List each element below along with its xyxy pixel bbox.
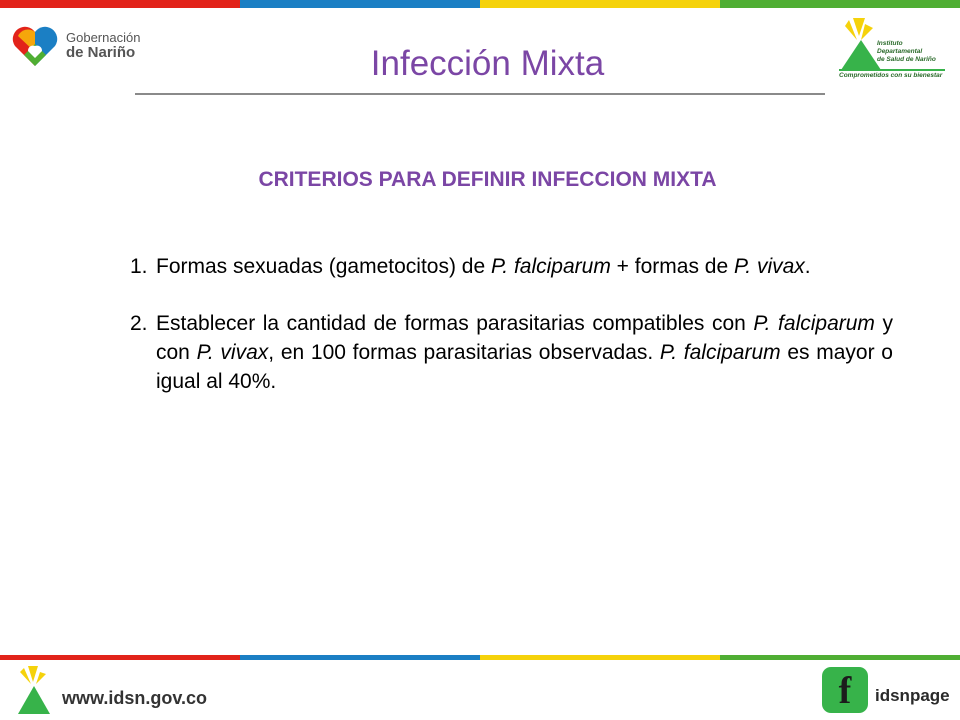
facebook-icon[interactable] (822, 667, 868, 713)
stripe-yellow (480, 0, 720, 8)
slide-title: Infección Mixta (370, 44, 605, 83)
criteria-list (130, 252, 893, 424)
stripe-red (0, 655, 240, 660)
item-text: , en 100 formas parasitarias observadas. (268, 341, 660, 364)
facebook-letter: f (838, 670, 852, 712)
stripe-green (720, 655, 960, 660)
idsn-footer-logo-icon (14, 664, 58, 716)
item-text: Formas sexuadas (gametocitos) de (156, 255, 491, 278)
stripe-green (720, 0, 960, 8)
slide-subtitle: CRITERIOS PARA DEFINIR INFECCION MIXTA (258, 168, 717, 191)
idsn-line2: Departamental (877, 48, 923, 55)
title-divider (135, 93, 825, 95)
idsn-tagline: Comprometidos con su bienestar (839, 72, 943, 79)
stripe-blue (240, 655, 480, 660)
species-name: P. vivax (733, 255, 805, 278)
item-text: . (804, 255, 811, 278)
list-item (130, 309, 893, 396)
species-name: P. falciparum (659, 341, 781, 364)
item-text: + formas de (610, 255, 734, 278)
item-text: es mayor o igual al 40%. (156, 341, 893, 393)
stripe-blue (240, 0, 480, 8)
top-color-stripe (0, 0, 960, 8)
gobernacion-line1: Gobernación (66, 30, 141, 45)
bottom-color-stripe (0, 655, 960, 660)
item-text: Establecer la cantidad de formas parasitarias compatibles con (156, 312, 754, 335)
idsn-line3: de Salud de Nariño (877, 56, 936, 63)
item-number: 1. (130, 255, 148, 278)
stripe-yellow (480, 655, 720, 660)
facebook-page-link[interactable]: idsnpage (875, 686, 950, 705)
species-name: P. falciparum (490, 255, 611, 278)
species-name: P. vivax (196, 341, 269, 364)
website-link[interactable]: www.idsn.gov.co (62, 688, 208, 708)
idsn-line1: Instituto (877, 40, 903, 47)
gobernacion-line2: de Nariño (66, 44, 136, 61)
list-item (130, 252, 893, 281)
species-name: P. falciparum (753, 312, 875, 335)
stripe-red (0, 0, 240, 8)
item-number: 2. (130, 312, 148, 335)
item-text: y con (156, 312, 893, 364)
